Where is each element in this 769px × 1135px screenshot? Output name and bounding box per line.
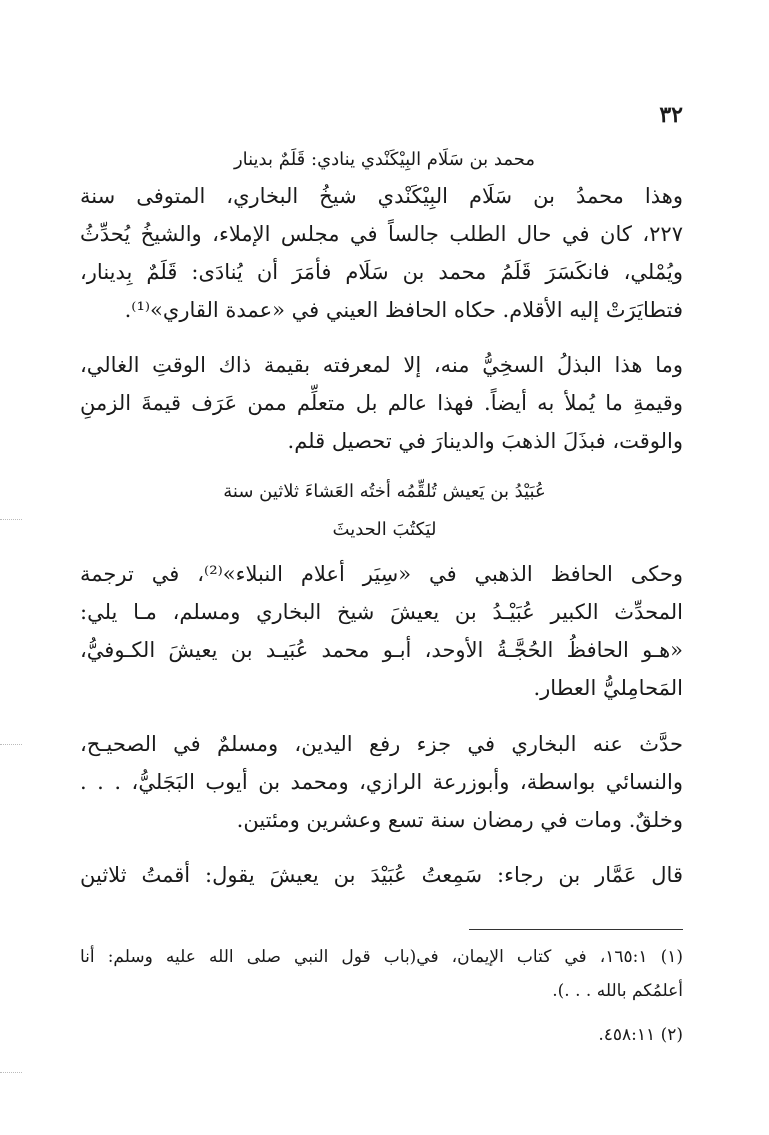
text-line: وقيمةِ ما يُملأ به أيضاً. فهذا عالم بل متعلِّم ممن عَرَف قيمةَ الزمنِ — [80, 391, 683, 415]
paragraph-ammar-quote — [80, 856, 683, 894]
section-heading-bikandi: محمد بن سَلَام البِيْكَنْدي ينادي: قَلَمٌ بدينار — [233, 149, 536, 170]
page-number: ٣٢ — [659, 102, 683, 128]
section-heading-ubayd-line2: ليَكتُبَ الحديثَ — [332, 519, 437, 540]
margin-mark — [0, 1072, 22, 1073]
text-line: المحدِّث الكبير عُبَيْـدُ بن يعيشَ شيخ البخاري ومسلم، مـا يلي: — [80, 600, 683, 624]
text-line: قال عَمَّار بن رجاء: سَمِعتُ عُبَيْدَ بن يعيشَ يقول: أقمتُ ثلاثين — [80, 863, 683, 887]
text-line: وخلقٌ. ومات في رمضان سنة تسع وعشرين ومئتين. — [236, 808, 683, 832]
text-line: المَحامِليُّ العطار. — [533, 676, 683, 700]
paragraph-bikandi-story — [80, 177, 683, 329]
margin-mark — [0, 519, 22, 520]
footnote-1-line: أعلمُكم بالله . . .). — [552, 981, 683, 1001]
paragraph-dhahabi-quote — [80, 555, 683, 707]
paragraph-value-of-time — [80, 346, 683, 460]
paragraph-narrators — [80, 725, 683, 839]
footnote-1-line: (١) ١٦٥:١، في كتاب الإيمان، في(باب قول النبي صلى الله عليه وسلم: أنا — [80, 947, 683, 967]
text-line: والوقت، فبذَلَ الذهبَ والدينارَ في تحصيل قلم. — [287, 429, 683, 453]
text-line: والنسائي بواسطة، وأبوزرعة الرازي، ومحمد بن أيوب البَجَليُّ، . . . — [80, 770, 683, 794]
footnote-2-line: (٢) ٤٥٨:١١. — [598, 1025, 683, 1045]
section-heading-ubayd-line1: عُبَيْدُ بن يَعيش تُلقِّمُه أختُه العَشاءَ ثلاثين سنة — [223, 481, 546, 502]
text-line: وحكى الحافظ الذهبي في «سِيَر أعلام النبلاء»⁽²⁾، في ترجمة — [80, 562, 683, 586]
text-line: حدَّث عنه البخاري في جزء رفع اليدين، ومسلمٌ في الصحيـح، — [80, 732, 683, 756]
text-line: «هـو الحافظُ الحُجَّـةُ الأوحد، أبـو محمد عُبَيـد بن يعيشَ الكـوفيُّ، — [80, 638, 683, 662]
margin-mark — [0, 744, 22, 745]
footnotes — [80, 940, 683, 1052]
text-line: ٢٢٧، كان في حال الطلب جالساً في مجلس الإملاء، والشيخُ يُحدِّثُ — [80, 222, 683, 246]
footnote-separator — [469, 929, 683, 930]
text-line: وهذا محمدُ بن سَلَام البِيْكَنْدي شيخُ البخاري، المتوفى سنة — [80, 184, 683, 208]
text-line: وما هذا البذلُ السخِيُّ منه، إلا لمعرفته بقيمة ذاك الوقتِ الغالي، — [80, 353, 683, 377]
text-line: فتطايَرَتْ إليه الأقلام. حكاه الحافظ العيني في «عمدة القاري»⁽¹⁾. — [124, 298, 683, 322]
footnote-gap — [80, 1008, 683, 1018]
text-line: ويُمْلي، فانكَسَرَ قَلَمُ محمد بن سَلَام فأمَرَ أن يُنادَى: قَلَمٌ بِدينار، — [80, 260, 683, 284]
